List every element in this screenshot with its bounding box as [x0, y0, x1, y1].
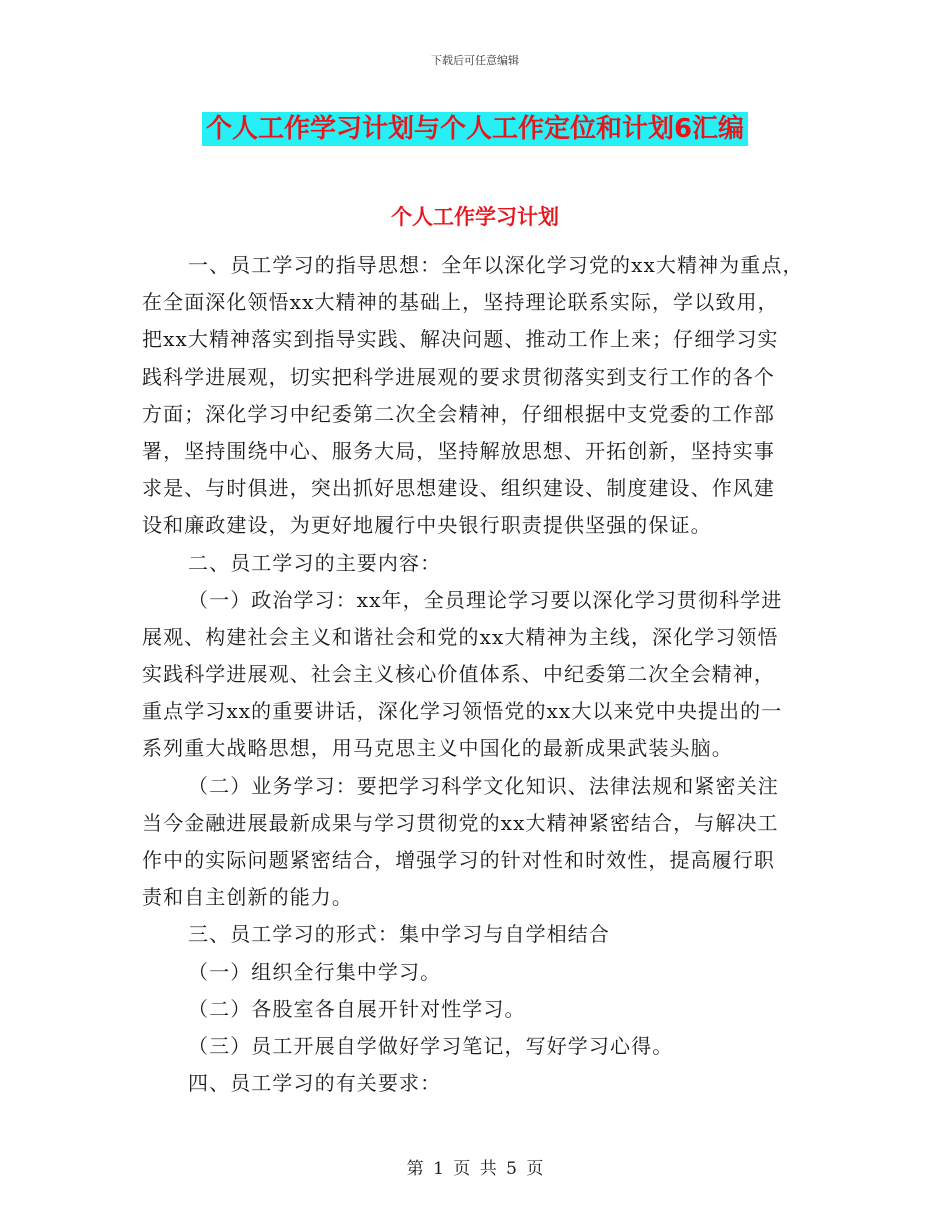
paragraph-line: 实践科学进展观、社会主义核心价值体系、中纪委第二次全会精神，	[142, 662, 775, 687]
paragraph-line: 展观、构建社会主义和谐社会和党的xx大精神为主线，深化学习领悟	[142, 624, 779, 649]
paragraph-line: 求是、与时俱进，突出抓好思想建设、组织建设、制度建设、作风建	[142, 476, 775, 501]
paragraph-line: （二）各股室各自展开针对性学习。	[188, 996, 526, 1021]
paragraph-line: （一）政治学习：xx年，全员理论学习要以深化学习贯彻科学进	[188, 587, 783, 612]
paragraph-line: 重点学习xx的重要讲话，深化学习领悟党的xx大以来党中央提出的一	[142, 699, 783, 724]
page-footer: 第 1 页 共 5 页	[406, 1159, 544, 1179]
paragraph-line: 作中的实际问题紧密结合，增强学习的针对性和时效性，提高履行职	[142, 848, 775, 872]
paragraph-line: （三）员工开展自学做好学习笔记，写好学习心得。	[188, 1033, 674, 1058]
paragraph-line: 方面；深化学习中纪委第二次全会精神，仔细根据中支党委的工作部	[142, 401, 775, 426]
paragraph-line: 当今金融进展最新成果与学习贯彻党的xx大精神紧密结合，与解决工	[142, 810, 779, 835]
document-title-container	[0, 112, 950, 146]
paragraph-line: 践科学进展观，切实把科学进展观的要求贯彻落实到支行工作的各个	[142, 364, 775, 389]
page-header-note: 下载后可任意编辑	[431, 54, 519, 67]
paragraph-line: （二）业务学习：要把学习科学文化知识、法律法规和紧密关注	[188, 773, 779, 798]
paragraph-line: 设和廉政建设，为更好地履行中央银行职责提供坚强的保证。	[142, 513, 712, 538]
paragraph-line: 把xx大精神落实到指导实践、解决问题、推动工作上来；仔细学习实	[142, 327, 779, 352]
document-title: 个人工作学习计划与个人工作定位和计划6汇编	[202, 112, 748, 146]
paragraph-line: 责和自主创新的能力。	[142, 885, 353, 910]
body-text	[142, 247, 822, 1102]
paragraph-line: （一）组织全行集中学习。	[188, 959, 442, 984]
paragraph-line: 四、员工学习的有关要求：	[188, 1071, 442, 1096]
paragraph-line: 在全面深化领悟xx大精神的基础上，坚持理论联系实际，学以致用，	[142, 290, 779, 315]
paragraph-line: 署，坚持围绕中心、服务大局，坚持解放思想、开拓创新，坚持实事	[142, 438, 775, 463]
paragraph-line: 二、员工学习的主要内容：	[188, 550, 442, 575]
paragraph-line: 三、员工学习的形式：集中学习与自学相结合	[188, 922, 610, 947]
paragraph-line: 一、员工学习的指导思想：全年以深化学习党的xx大精神为重点，	[188, 253, 804, 277]
section-title: 个人工作学习计划	[391, 205, 559, 229]
paragraph-line: 系列重大战略思想，用马克思主义中国化的最新成果武装头脑。	[142, 736, 733, 761]
